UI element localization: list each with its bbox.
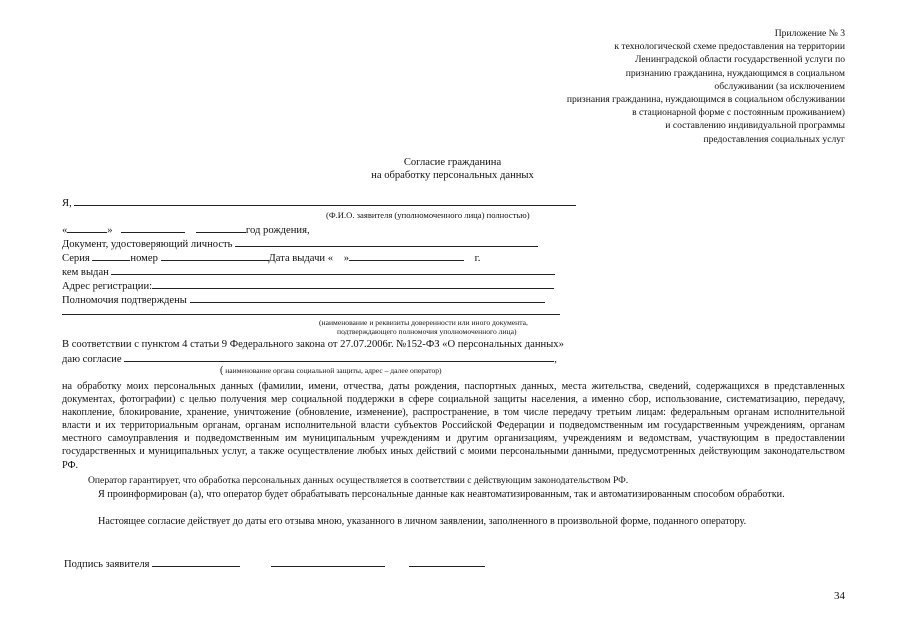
appendix-header-line: предоставления социальных услуг xyxy=(703,133,845,145)
consent-body-paragraph: на обработку моих персональных данных (фамилии, имени, отчества, даты рождения, паспортных данных, места жительства, сведений, содержащихся в представленных документах, фотографии) с целью получения мер социальной поддержки в сфере социальной защиты населения, а именно сбор, использование, систематизацию, передачу, накопление, блокирование, хранение, уничтожение (обновление, изменение), распространение, в том числе передачу третьим лицам: федеральным органам исполнительной власти и их территориальным органам, органам исполнительной власти субъектов Российской Федерации и подведомственным им государственным учреждениям, органам местного самоуправления и подведомственным им муниципальным учреждениям и другим организациям, учреждениям и ведомствам, участвующим в предоставлении государственных и муниципальных услуг, а также осуществление любых иных действий с моими персональными данными, предусмотренных действующим законодательством РФ. xyxy=(62,381,845,471)
fio-blank[interactable] xyxy=(74,195,576,206)
number-label: номер xyxy=(130,253,158,264)
powers-label: Полномочия подтверждены xyxy=(62,295,187,306)
appendix-header-line: признания гражданина, нуждающимся в социальном обслуживании xyxy=(566,94,845,106)
signature-blank[interactable] xyxy=(152,556,240,567)
signature-date-blank[interactable] xyxy=(409,556,485,567)
operator-caption-text: наименование органа социальной защиты, адрес – далее оператор) xyxy=(223,366,442,375)
birth-month-blank[interactable] xyxy=(121,222,185,233)
issued-by-row xyxy=(62,264,555,279)
powers-document-blank[interactable] xyxy=(62,314,560,315)
appendix-header-line: Ленинградской области государственной услуги по xyxy=(634,54,845,66)
series-blank[interactable] xyxy=(92,250,130,261)
issued-by-label: кем выдан xyxy=(62,267,109,278)
appendix-header-line: к технологической схеме предоставления на территории xyxy=(614,41,845,53)
issue-date-label: Дата выдачи « xyxy=(268,253,334,264)
address-label: Адрес регистрации: xyxy=(62,281,153,292)
powers-row xyxy=(62,292,545,307)
processing-info-paragraph: Я проинформирован (а), что оператор будет обрабатывать персональные данные как неавтоматизированным, так и автоматизированным способом обработки. xyxy=(98,489,785,500)
id-document-label: Документ, удостоверяющий личность xyxy=(62,239,233,250)
date-close-quote: » xyxy=(107,225,113,236)
operator-guarantee-paragraph: Оператор гарантирует, что обработка персональных данных осуществляется в соответствии с действующим законодательством РФ. xyxy=(88,475,629,486)
document-title-line2: на обработку персональных данных xyxy=(371,170,534,181)
powers-blank[interactable] xyxy=(190,292,545,303)
page-number: 34 xyxy=(834,590,845,602)
appendix-header-line: признанию гражданина, нуждающимся в социальном xyxy=(625,67,845,79)
signature-row xyxy=(64,556,485,571)
law-reference: В соответствии с пунктом 4 статьи 9 Федерального закона от 27.07.2006г. №152-ФЗ «О персональных данных» xyxy=(62,339,564,350)
id-document-blank[interactable] xyxy=(235,236,538,247)
operator-blank[interactable] xyxy=(124,351,554,362)
birth-year-label: год рождения, xyxy=(245,225,310,236)
operator-caption-paren: ( xyxy=(220,365,224,376)
series-label: Серия xyxy=(62,253,90,264)
validity-paragraph: Настоящее согласие действует до даты его отзыва мною, указанного в личном заявлении, заполненного в произвольной форме, поданного оператору. xyxy=(98,516,747,527)
consent-row xyxy=(62,351,557,366)
signature-label: Подпись заявителя xyxy=(64,559,150,570)
series-row xyxy=(62,250,480,265)
address-blank[interactable] xyxy=(152,278,554,289)
consent-comma: , xyxy=(554,354,557,365)
fio-row xyxy=(62,195,576,210)
operator-caption xyxy=(220,366,442,375)
issue-date-blank[interactable] xyxy=(349,250,464,261)
appendix-header-line: обслуживании (за исключением xyxy=(714,80,845,92)
document-title-line1: Согласие гражданина xyxy=(403,157,502,168)
consent-label: даю согласие xyxy=(62,354,122,365)
appendix-header-line: в стационарной форме с постоянным проживанием) xyxy=(632,107,845,119)
appendix-header xyxy=(505,27,845,146)
document-title xyxy=(0,156,905,182)
appendix-header-line: и составлению индивидуальной программы xyxy=(665,120,845,132)
number-blank[interactable] xyxy=(161,250,269,261)
fio-caption: (Ф.И.О. заявителя (уполномоченного лица) полностью) xyxy=(326,210,530,220)
birth-day-blank[interactable] xyxy=(67,222,107,233)
fio-label: Я, xyxy=(62,198,72,209)
powers-caption-2: подтверждающего полномочия уполномоченного лица) xyxy=(337,327,517,336)
id-document-row xyxy=(62,236,538,251)
signature-name-blank[interactable] xyxy=(271,556,385,567)
appendix-header-line: Приложение № 3 xyxy=(774,28,845,39)
powers-caption-1: (наименование и реквизиты доверенности или иного документа, xyxy=(319,318,528,327)
address-row xyxy=(62,278,554,293)
issued-by-blank[interactable] xyxy=(111,264,555,275)
birth-year-blank[interactable] xyxy=(196,222,246,233)
year-suffix: г. xyxy=(474,253,481,264)
birth-row xyxy=(62,222,310,237)
issue-date-close-quote: » xyxy=(343,253,349,264)
date-open-quote: « xyxy=(62,225,68,236)
